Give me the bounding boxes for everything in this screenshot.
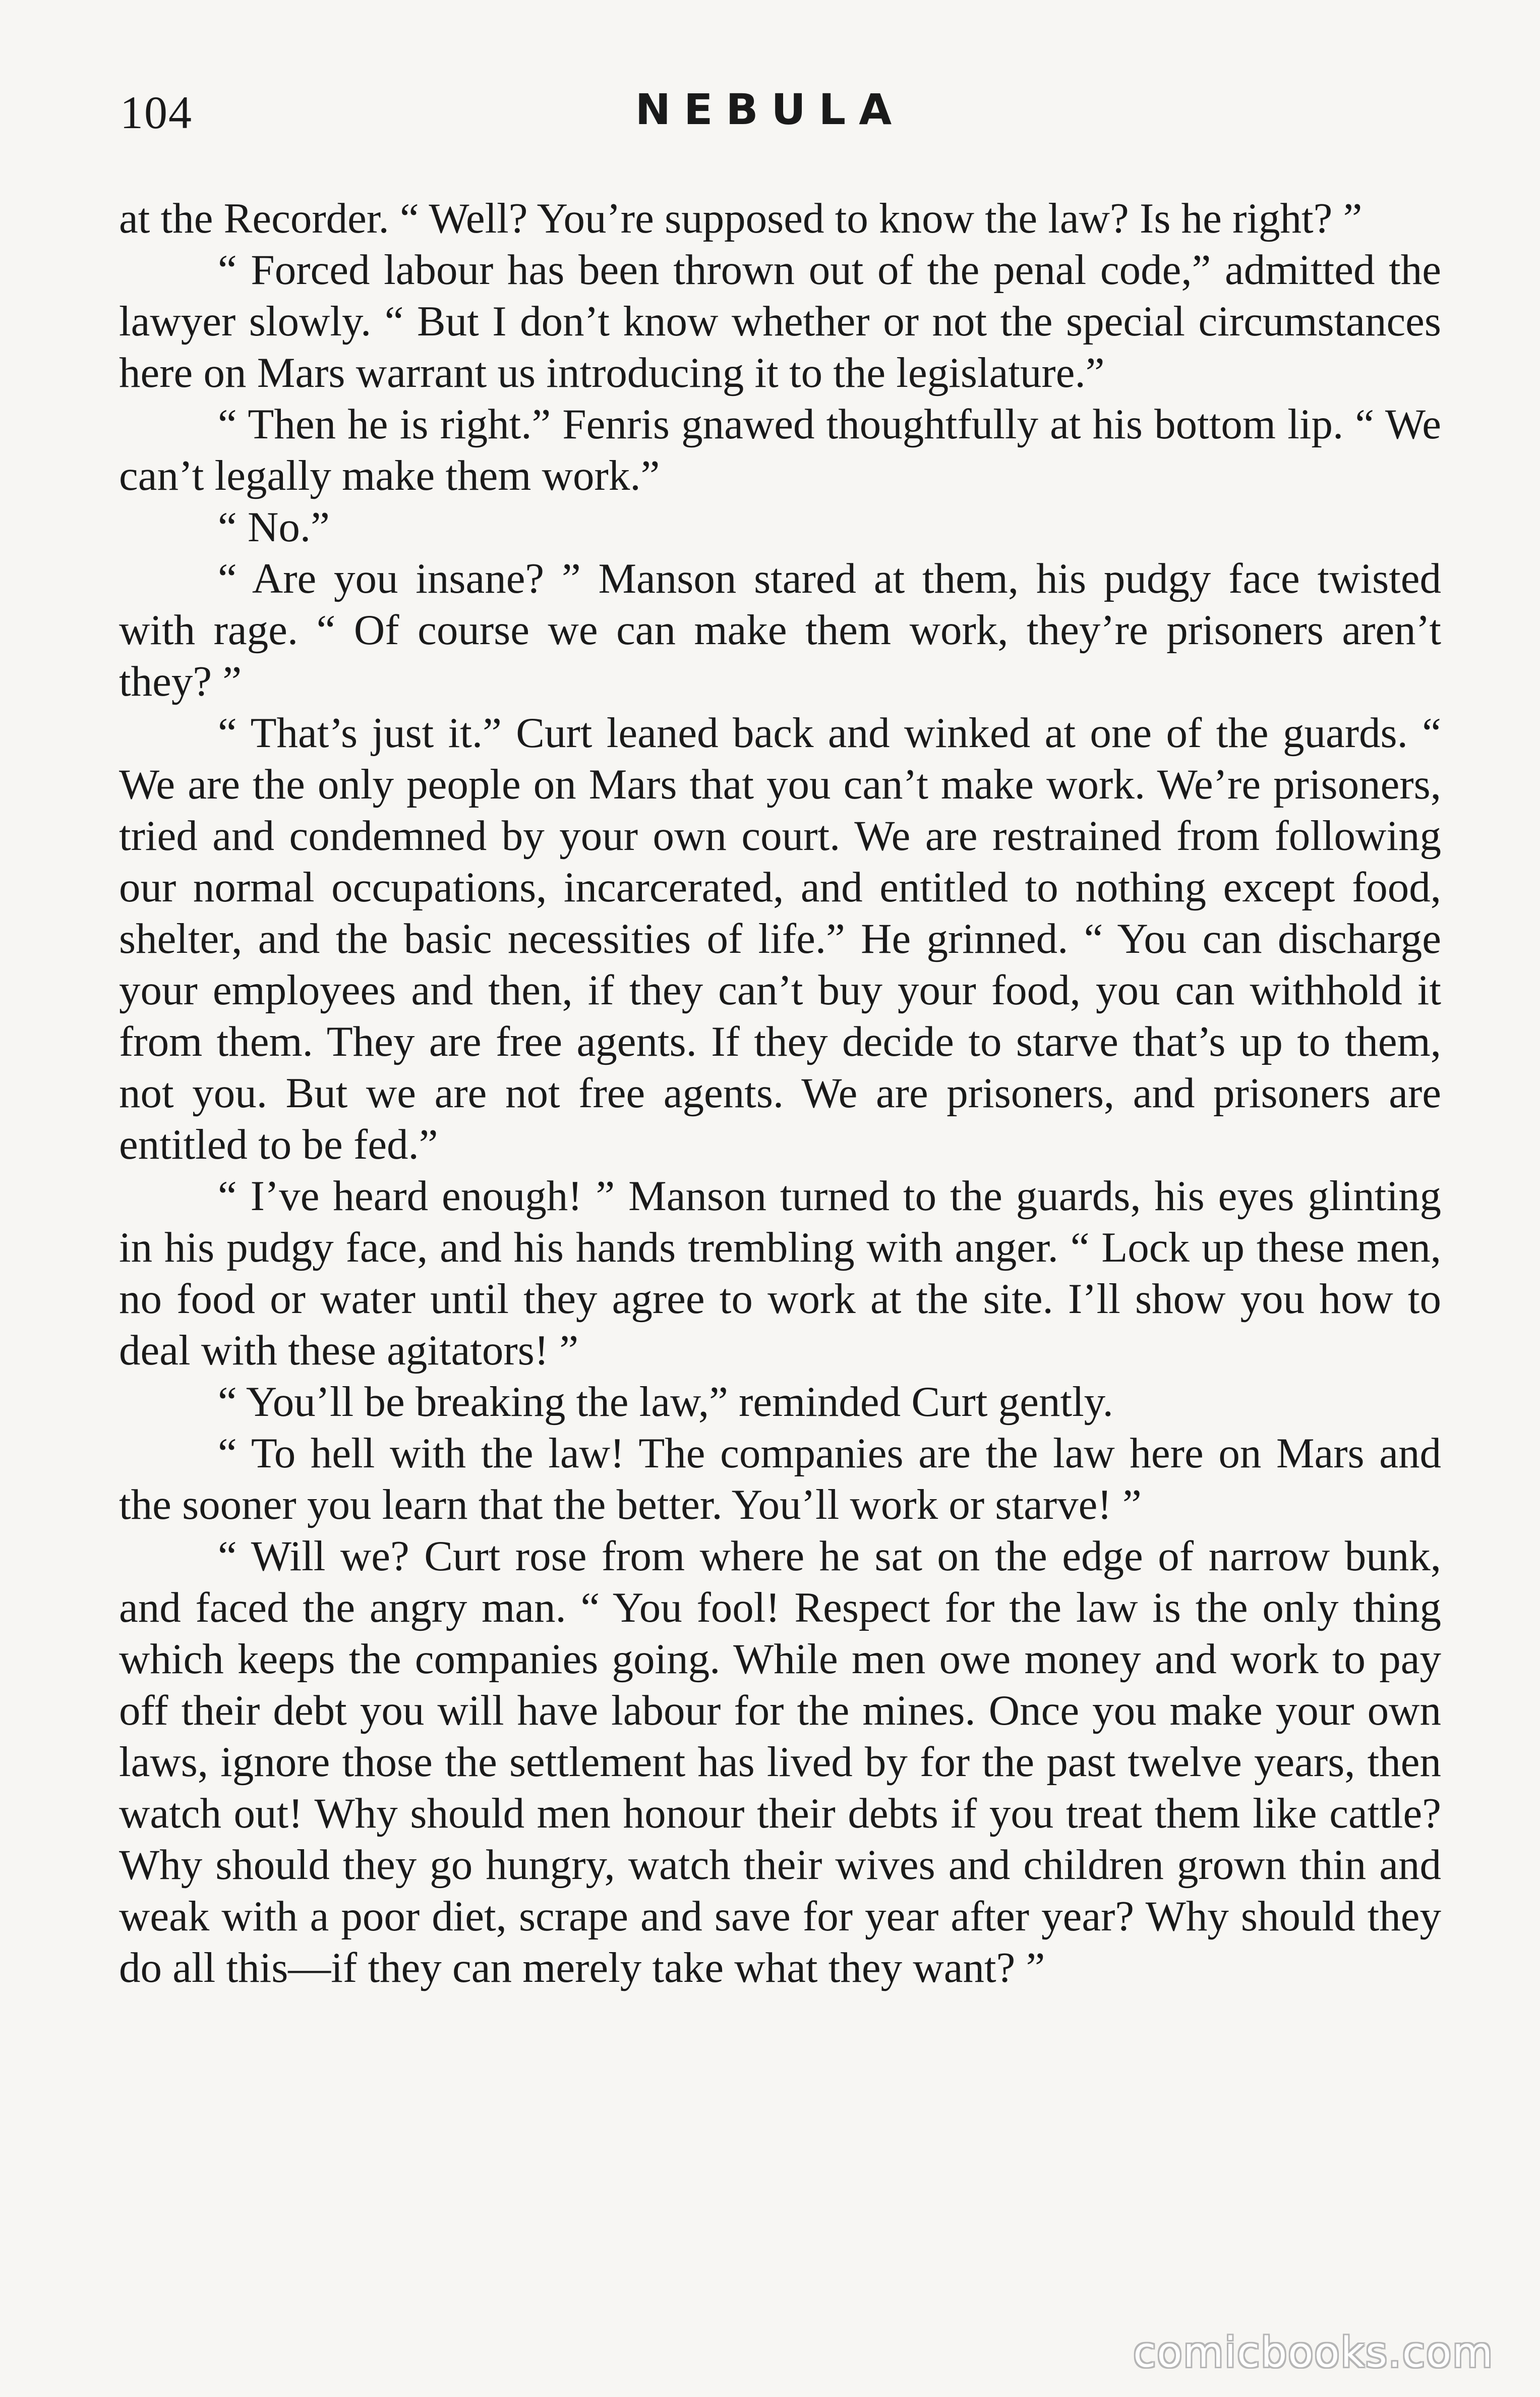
page-number: 104 bbox=[120, 87, 193, 138]
paragraph: “ You’ll be breaking the law,” reminded Curt gently. bbox=[218, 1378, 1113, 1425]
paragraph: “ Will we? Curt rose from where he sat on the edge of narrow bunk, and faced the angry man. “ You fool! Respect for the law is the only thing which keeps the companies going. While men owe money and work to pay off their debt you will have labour for the mines. Once you make your own laws, ignore those the settlement has lived by for the past twelve years, then watch out! Why should men honour their debts if you treat them like cattle? Why should they go hungry, watch their wives and children grown thin and weak with a poor diet, scrape and save for year after year? Why should they do all this—if they can merely take what they want? ” bbox=[119, 1532, 1441, 1991]
running-head-title: NEBULA bbox=[635, 85, 905, 134]
paragraph: “ No.” bbox=[218, 503, 330, 551]
paragraph: “ Then he is right.” Fenris gnawed thoughtfully at his bottom lip. “ We can’t legally make them work.” bbox=[119, 401, 1441, 499]
paragraph: “ Are you insane? ” Manson stared at them, his pudgy face twisted with rage. “ Of course we can make them work, they’re prisoners aren’t they? ” bbox=[119, 555, 1441, 705]
paragraph: at the Recorder. “ Well? You’re supposed to know the law? Is he right? ” bbox=[119, 195, 1363, 242]
paragraph: “ I’ve heard enough! ” Manson turned to the guards, his eyes glinting in his pudgy face, and his hands trembling with anger. “ Lock up these men, no food or water until they agree to work at the site. I’ll show you how to deal with these agitators! ” bbox=[119, 1172, 1441, 1374]
body-text bbox=[119, 193, 1441, 1993]
watermark: comicbooks.com bbox=[1133, 2329, 1494, 2377]
paragraph: “ That’s just it.” Curt leaned back and winked at one of the guards. “ We are the only people on Mars that you can’t make work. We’re prisoners, tried and condemned by your own court. We are restrained from following our normal occupations, incarcerated, and entitled to nothing except food, shelter, and the basic necessities of life.” He grinned. “ You can discharge your employees and then, if they can’t buy your food, you can withhold it from them. They are free agents. If they decide to starve that’s up to them, not you. But we are not free agents. We are prisoners, and prisoners are entitled to be fed.” bbox=[119, 709, 1441, 1168]
paragraph: “ To hell with the law! The companies are the law here on Mars and the sooner you learn that the better. You’ll work or starve! ” bbox=[119, 1430, 1441, 1528]
paragraph: “ Forced labour has been thrown out of the penal code,” admitted the lawyer slowly. “ But I don’t know whether or not the special circumstances here on Mars warrant us introducing it to the legislature.” bbox=[119, 246, 1441, 396]
